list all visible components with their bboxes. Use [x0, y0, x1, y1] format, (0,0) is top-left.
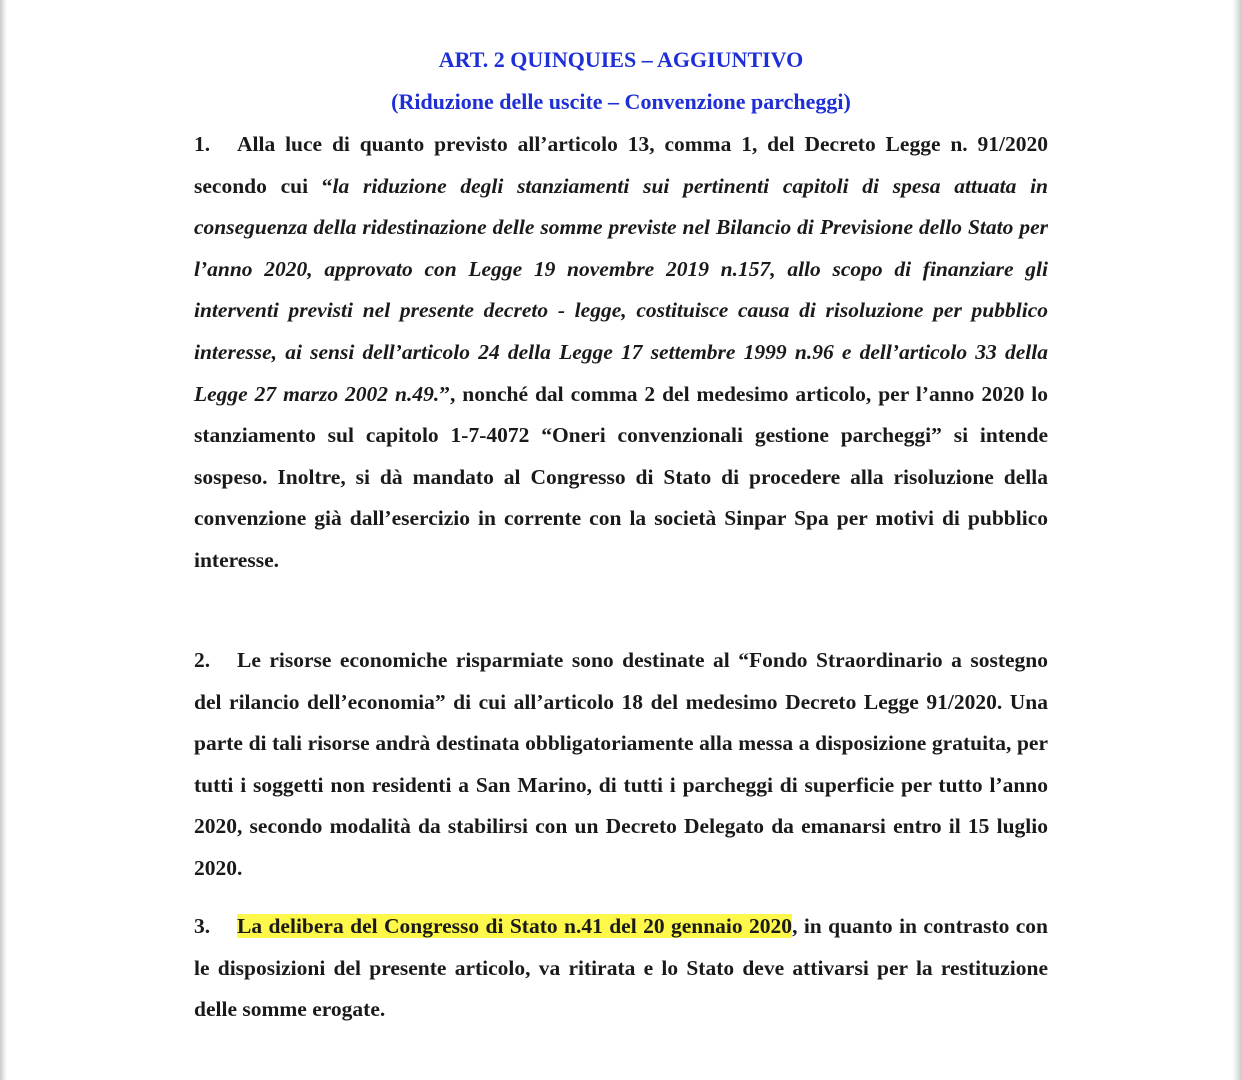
paragraph-text: Le risorse economiche risparmiate sono destinate al “Fondo Straordinario a sostegno del rilancio dell’economia” di cui all’articolo 18 del medesimo Decreto Legge 91/2020. Una parte di tali risorse andrà destinata obbligatoriamente alla messa a disposizione gratuita, per tutti i soggetti non residenti a San Marino, di tutti i parcheggi di superficie per tutto l’anno 2020, secondo modalità da stabilirsi con un Decreto Delegato da emanarsi entro il 15 luglio 2020.	[194, 648, 1048, 880]
paragraph-intro: Alla luce di quanto previsto all’articolo 13, comma 1, del Decreto Legge n. 91/2020 secondo cui “	[194, 132, 1048, 198]
paragraph-2	[194, 640, 1048, 890]
paragraph-number: 3.	[194, 914, 211, 938]
highlighted-text: La delibera del Congresso di Stato n.41 del 20 gennaio 2020	[237, 914, 793, 938]
paragraph-3	[194, 906, 1048, 1031]
article-title: ART. 2 QUINQUIES – AGGIUNTIVO	[438, 47, 804, 72]
paragraph-number: 2.	[194, 648, 211, 672]
paragraph-1	[194, 124, 1048, 582]
article-subtitle: (Riduzione delle uscite – Convenzione parcheggi)	[391, 89, 851, 114]
paragraph-rest: ”, nonché dal comma 2 del medesimo articolo, per l’anno 2020 lo stanziamento sul capitolo 1-7-4072 “Oneri convenzionali gestione parcheggi” si intende sospeso. Inoltre, si dà mandato al Congresso di Stato di procedere alla risoluzione della convenzione già dall’esercizio in corrente con la società Sinpar Spa per motivi di pubblico interesse.	[194, 381, 1048, 572]
quoted-law-text: la riduzione degli stanziamenti sui pertinenti capitoli di spesa attuata in conseguenza della ridestinazione delle somme previste nel Bilancio di Previsione dello Stato per l’anno 2020, approvato con Legge 19 novembre 2019 n.157, allo scopo di finanziare gli interventi previsti nel presente decreto - legge, costituisce causa di risoluzione per pubblico interesse, ai sensi dell’articolo 24 della Legge 17 settembre 1999 n.96 e dell’articolo 33 della Legge 27 marzo 2002 n.49.	[194, 173, 1048, 406]
paragraph-rest: , in quanto in contrasto con le disposizioni del presente articolo, va ritirata e lo Stato deve attivarsi per la restituzione delle somme erogate.	[194, 914, 1049, 1022]
paragraph-number: 1.	[194, 132, 211, 156]
page-edge-left	[0, 0, 7, 1080]
page-edge-right	[1232, 0, 1242, 1080]
